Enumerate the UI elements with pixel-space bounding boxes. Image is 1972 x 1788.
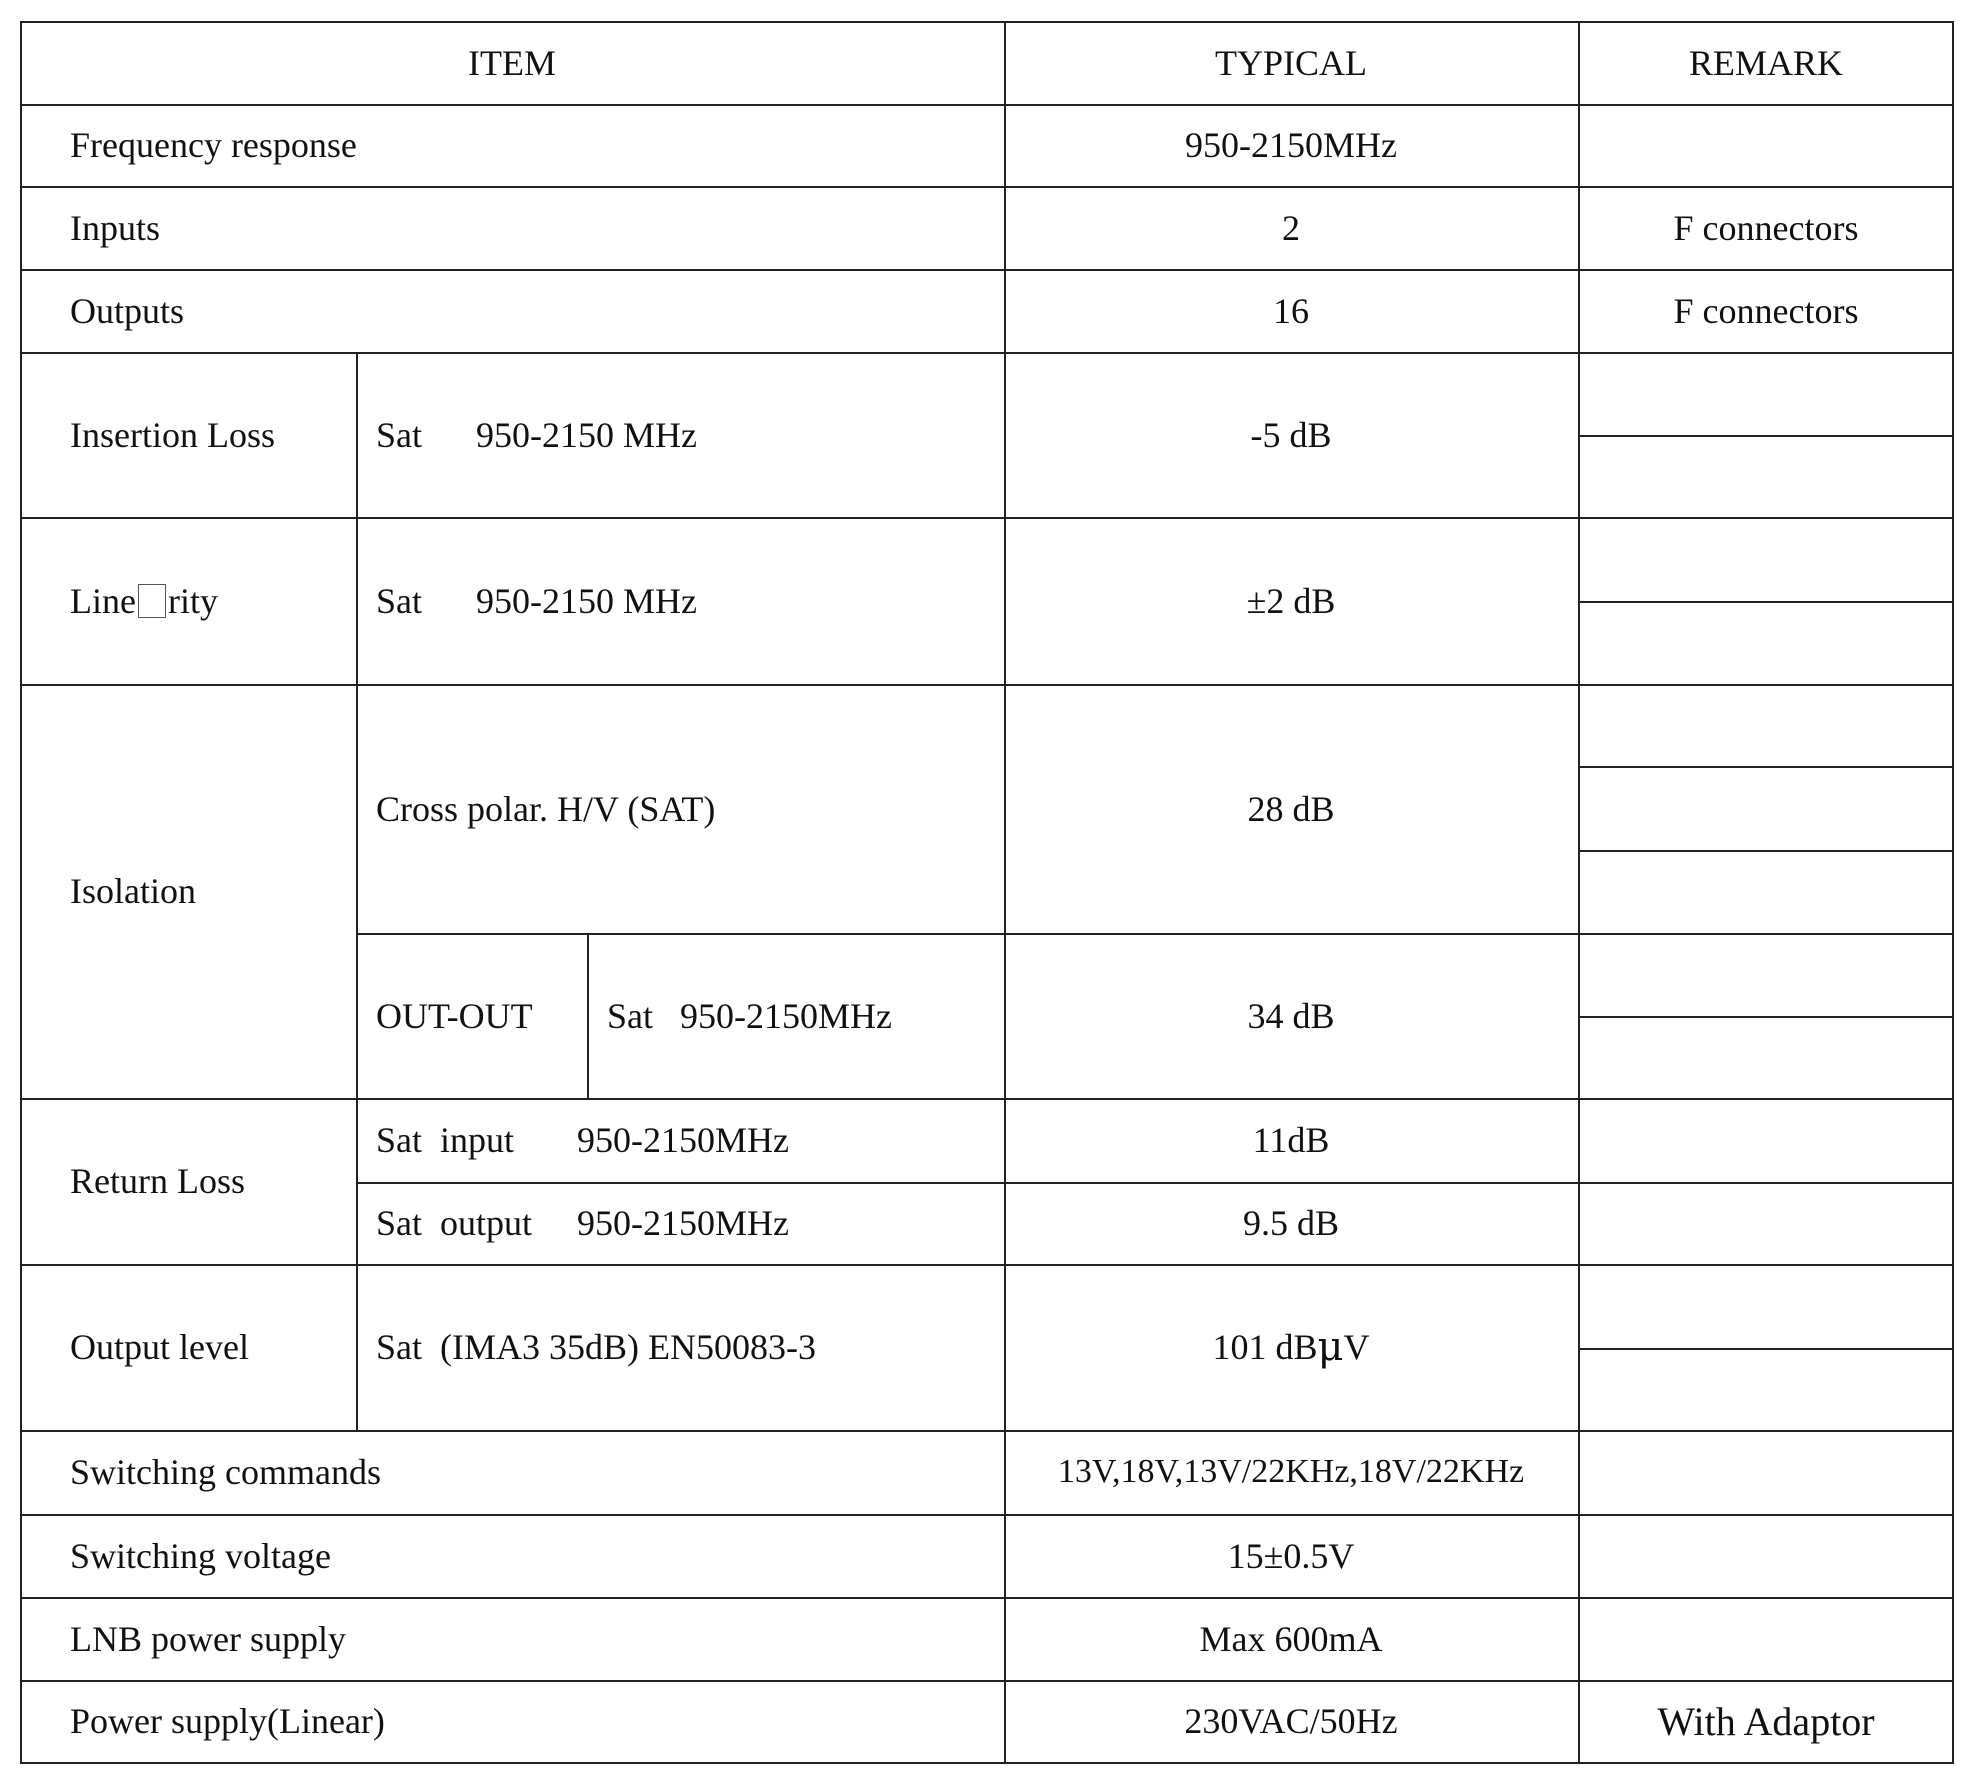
divider (1578, 1016, 1954, 1018)
header-remark: REMARK (1688, 42, 1844, 83)
typical-value: Max 600mA (1199, 1618, 1383, 1659)
sub-item-label: Sat (IMA3 35dB) EN50083-3 (376, 1327, 816, 1367)
divider (1578, 435, 1954, 437)
item-label: Switching commands (70, 1452, 381, 1492)
divider (1578, 850, 1954, 852)
divider (1578, 601, 1954, 603)
item-label: LNB power supply (70, 1618, 346, 1659)
remark-value: F connectors (1673, 290, 1859, 331)
typical-value: ±2 dB (1246, 580, 1336, 621)
sub-item-label: Sat input 950-2150MHz (376, 1120, 789, 1160)
divider (1578, 1348, 1954, 1350)
item-label: Isolation (70, 871, 196, 911)
typical-value: 11dB (1252, 1120, 1330, 1160)
value-unit-mu: μ (1317, 1324, 1344, 1370)
typical-value: 34 dB (1247, 995, 1335, 1036)
item-label (20, 517, 356, 684)
remark-value: With Adaptor (1657, 1698, 1875, 1744)
item-label: Outputs (70, 290, 185, 331)
sub-item-label: Sat 950-2150MHz (607, 995, 892, 1036)
missing-glyph-icon (138, 584, 166, 618)
value-part: 101 dB (1212, 1327, 1318, 1367)
header-typical: TYPICAL (1215, 42, 1367, 83)
spec-table (20, 21, 1954, 1764)
typical-value: 13V,18V,13V/22KHz,18V/22KHz (1057, 1453, 1525, 1490)
item-label: Power supply(Linear) (70, 1701, 385, 1741)
typical-value: 230VAC/50Hz (1184, 1701, 1398, 1741)
remark-value: F connectors (1673, 207, 1859, 248)
sub-item-label: Cross polar. H/V (SAT) (376, 788, 716, 829)
item-label: Output level (70, 1327, 249, 1367)
typical-value: 16 (1273, 290, 1309, 331)
border-bottom (20, 1762, 1954, 1764)
item-label-part: Line (70, 580, 136, 621)
sub-item-label: Sat output 950-2150MHz (376, 1203, 789, 1243)
sub-item-label: Sat 950-2150 MHz (376, 414, 697, 455)
item-label: Return Loss (70, 1161, 245, 1201)
value-part: V (1343, 1327, 1370, 1367)
header-item: ITEM (468, 42, 556, 83)
item-label: Frequency response (70, 125, 357, 165)
sub-item-label: OUT-OUT (376, 995, 533, 1036)
typical-value: 950-2150MHz (1185, 125, 1397, 165)
typical-value: -5 dB (1250, 414, 1332, 455)
item-label: Switching voltage (70, 1535, 331, 1576)
sub-item-label: Sat 950-2150 MHz (376, 580, 697, 621)
item-label-part: rity (167, 580, 218, 621)
typical-value (1004, 1264, 1578, 1430)
divider (1578, 766, 1954, 768)
typical-value: 2 (1282, 207, 1300, 248)
item-label: Inputs (70, 207, 160, 248)
typical-value: 9.5 dB (1242, 1203, 1339, 1243)
item-label: Insertion Loss (70, 414, 275, 455)
typical-value: 28 dB (1247, 788, 1335, 829)
typical-value: 15±0.5V (1227, 1535, 1355, 1576)
